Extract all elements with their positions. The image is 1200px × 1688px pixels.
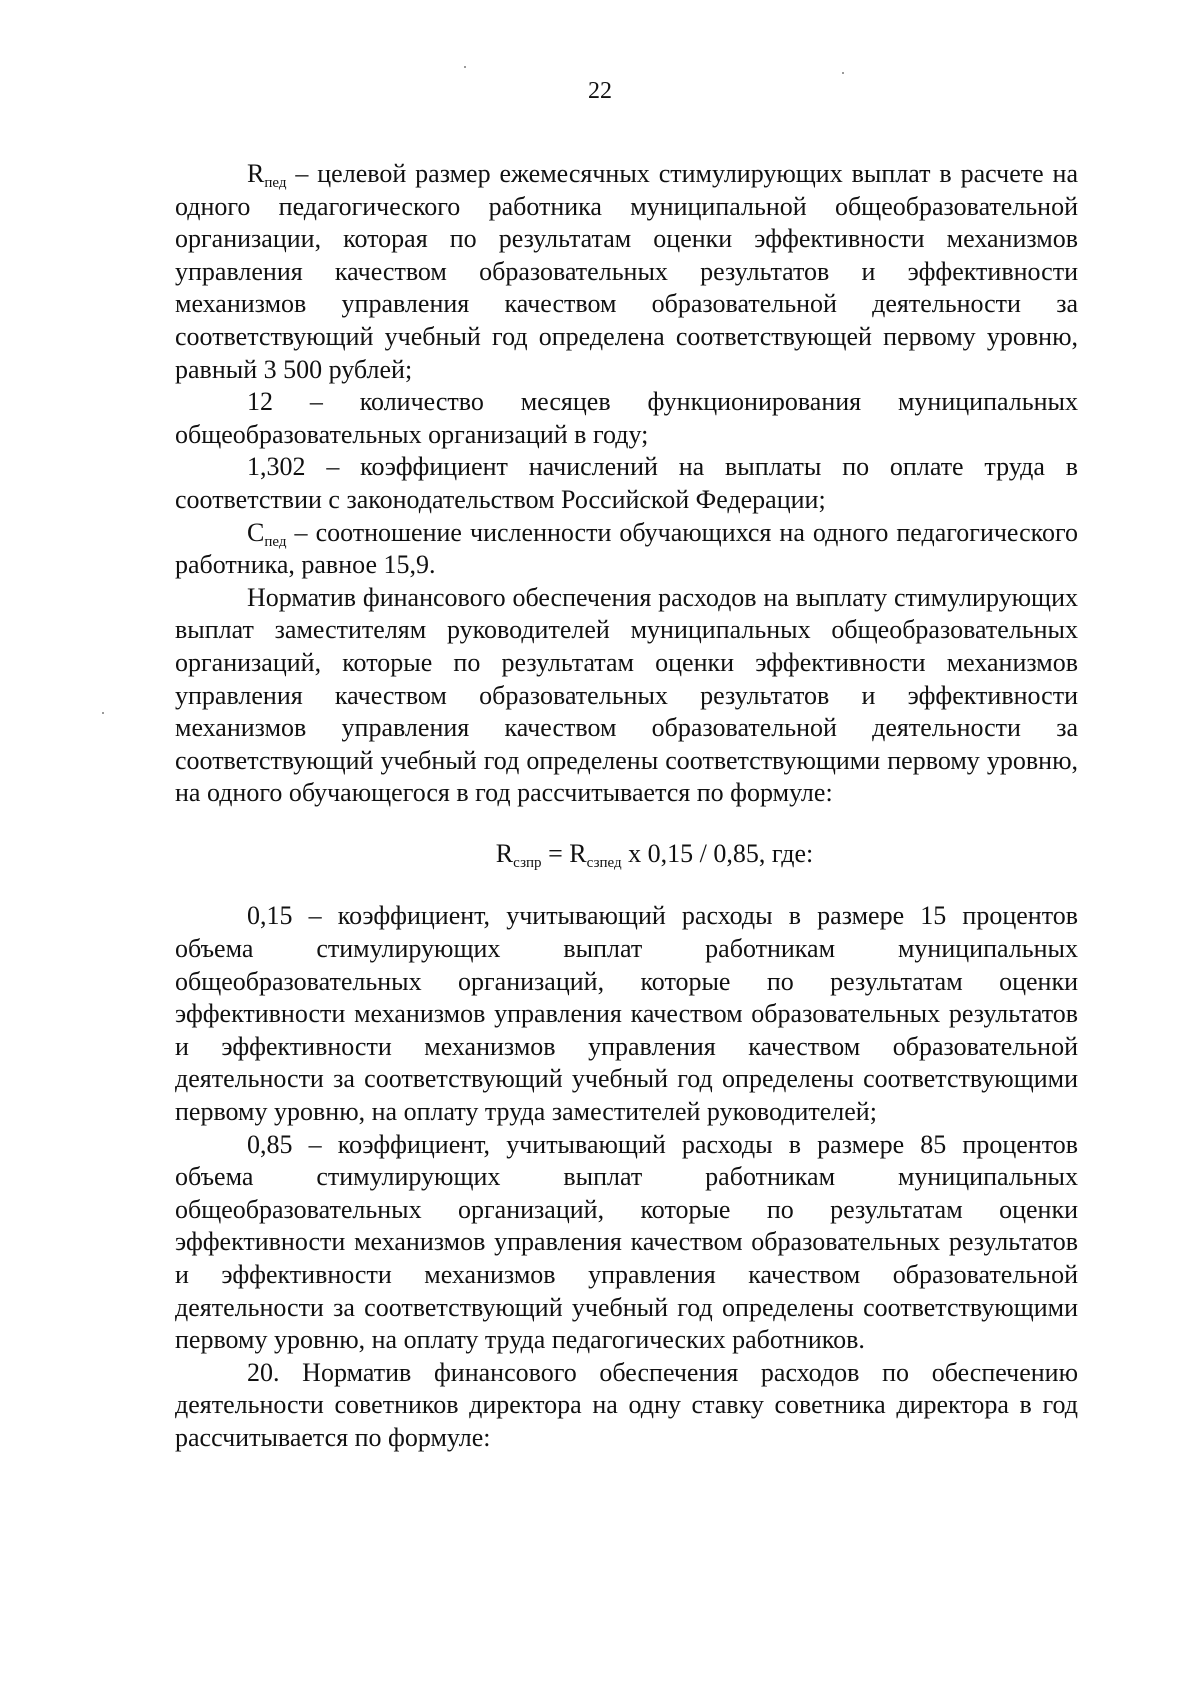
page-number: 22	[588, 78, 612, 104]
formula-equals: =	[541, 838, 570, 868]
scan-artifact-mark	[842, 72, 844, 74]
scan-artifact-mark	[102, 712, 104, 714]
item-20-paragraph: 20. Норматив финансового обеспечения расходов по обеспечению деятельности советников директора на одну ставку советника директора в год рассчитывается по формуле:	[175, 1357, 1078, 1452]
subscript: пед	[264, 175, 287, 191]
definition-coefficient-085: 0,85 – коэффициент, учитывающий расходы в размере 85 процентов объема стимулирующих выплат работникам муниципальных общеобразовательных организаций, которые по результатам оценки эффективности механизмов управления качеством образовательных результатов и эффективности механизмов управления качеством образовательной деятельности за соответствующий учебный год определены соответствующими первому уровню, на оплату труда педагогических работников.	[175, 1129, 1078, 1355]
definition-c-ped	[175, 517, 1078, 582]
formula-lhs-symbol: R	[495, 838, 514, 868]
symbol: C	[247, 517, 265, 547]
definition-r-ped	[175, 158, 1078, 386]
definition-coefficient-1302: 1,302 – коэффициент начислений на выплаты по оплате труда в соответствии с законодательством Российской Федерации;	[175, 452, 1078, 514]
definition-coefficient-015: 0,15 – коэффициент, учитывающий расходы в размере 15 процентов объема стимулирующих выплат работникам муниципальных общеобразовательных организаций, которые по результатам оценки эффективности механизмов управления качеством образовательных результатов и эффективности механизмов управления качеством образовательной деятельности за соответствующий учебный год определены соответствующими первому уровню, на оплату труда заместителей руководителей;	[175, 901, 1078, 1127]
subscript: пед	[264, 533, 287, 550]
formula-lhs-subscript: сзпр	[513, 854, 542, 871]
formula	[175, 838, 1078, 871]
document-body	[175, 158, 1078, 1455]
norm-paragraph: Норматив финансового обеспечения расходов на выплату стимулирующих выплат заместителям руководителей муниципальных общеобразовательных организаций, которые по результатам оценки эффективности механизмов управления качеством образовательных результатов и эффективности механизмов управления качеством образовательной деятельности за соответствующий учебный год определены соответствующими первому уровню, на одного обучающегося в год рассчитывается по формуле:	[175, 582, 1078, 808]
definition-text: – соотношение численности обучающихся на одного педагогического работника, равное 15,9.	[175, 517, 1078, 580]
formula-rhs-subscript: сзпед	[586, 854, 622, 871]
formula-rest: x 0,15 / 0,85, где:	[621, 838, 814, 868]
scan-artifact-mark	[464, 66, 466, 68]
definition-text: – целевой размер ежемесячных стимулирующих выплат в расчете на одного педагогического работника муниципальной общеобразовательной организации, которая по результатам оценки эффективности механизмов управления качеством образовательных результатов и эффективности механизмов управления качеством образовательной деятельности за соответствующий учебный год определена соответствующей первому уровню, равный 3 500 рублей;	[175, 159, 1078, 384]
symbol: R	[247, 159, 265, 188]
definition-12-months: 12 – количество месяцев функционирования муниципальных общеобразовательных организаций в году;	[175, 387, 1078, 449]
formula-rhs-symbol: R	[569, 838, 587, 868]
